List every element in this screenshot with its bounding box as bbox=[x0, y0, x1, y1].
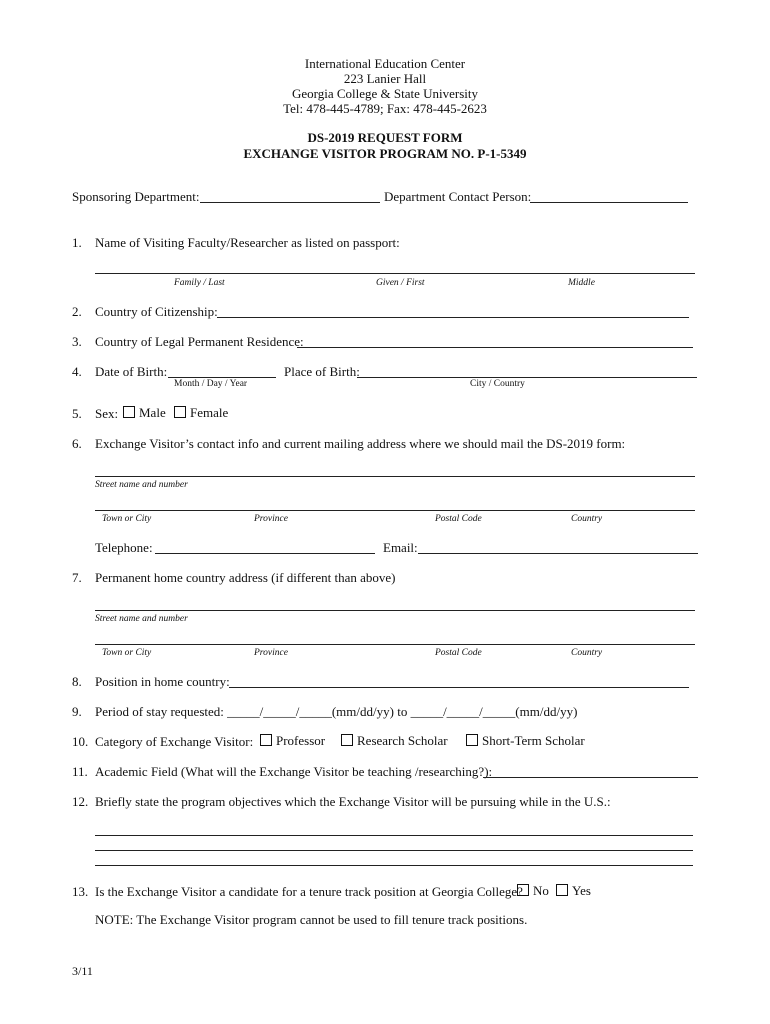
q7-caption-town: Town or City bbox=[102, 648, 152, 658]
professor-label: Professor bbox=[276, 733, 326, 748]
q6-telephone-field[interactable] bbox=[155, 553, 375, 554]
q4-number: 4. bbox=[72, 364, 82, 379]
q4-caption-date: Month / Day / Year bbox=[174, 379, 248, 389]
q12-label: Briefly state the program objectives which the Exchange Visitor will be pursuing while in the U.S.: bbox=[95, 794, 611, 809]
org-name: International Education Center bbox=[304, 56, 466, 71]
professor-checkbox[interactable] bbox=[260, 734, 272, 746]
sponsoring-department-field[interactable] bbox=[200, 202, 380, 203]
q3-number: 3. bbox=[72, 334, 82, 349]
q8-position-field[interactable] bbox=[229, 687, 689, 688]
male-label: Male bbox=[139, 405, 166, 420]
q6-caption-province: Province bbox=[254, 514, 288, 524]
q6-town-field[interactable] bbox=[95, 510, 695, 511]
q7-number: 7. bbox=[72, 570, 82, 585]
q7-street-field[interactable] bbox=[95, 610, 695, 611]
q4-label: Date of Birth: bbox=[95, 364, 168, 379]
no-checkbox[interactable] bbox=[517, 884, 529, 896]
q13-note: NOTE: The Exchange Visitor program cannot be used to fill tenure track positions. bbox=[95, 912, 528, 927]
q10-label: Category of Exchange Visitor: bbox=[95, 734, 254, 749]
q5-male-option[interactable] bbox=[123, 405, 166, 421]
q5-label: Sex: bbox=[95, 406, 119, 421]
q12-objectives-line-2[interactable] bbox=[95, 850, 693, 851]
q6-caption-street: Street name and number bbox=[95, 480, 188, 490]
q12-objectives-line-3[interactable] bbox=[95, 865, 693, 866]
q8-label: Position in home country: bbox=[95, 674, 230, 689]
q1-caption-given: Given / First bbox=[376, 278, 425, 288]
q6-caption-town: Town or City bbox=[102, 514, 152, 524]
q2-label: Country of Citizenship: bbox=[95, 304, 218, 319]
research-scholar-checkbox[interactable] bbox=[341, 734, 353, 746]
q5-female-option[interactable] bbox=[174, 405, 228, 421]
q1-label: Name of Visiting Faculty/Researcher as listed on passport: bbox=[95, 235, 400, 250]
q4-caption-place: City / Country bbox=[470, 379, 525, 389]
short-term-scholar-checkbox[interactable] bbox=[466, 734, 478, 746]
female-label: Female bbox=[190, 405, 229, 420]
short-term-scholar-label: Short-Term Scholar bbox=[482, 733, 585, 748]
program-title: EXCHANGE VISITOR PROGRAM NO. P-1-5349 bbox=[243, 146, 527, 161]
q8-number: 8. bbox=[72, 674, 82, 689]
q7-caption-country: Country bbox=[571, 648, 603, 658]
q2-number: 2. bbox=[72, 304, 82, 319]
department-contact-label: Department Contact Person: bbox=[384, 189, 532, 204]
q11-label: Academic Field (What will the Exchange Visitor be teaching /researching?): bbox=[95, 764, 493, 779]
q7-label: Permanent home country address (if different than above) bbox=[95, 570, 396, 585]
q6-label: Exchange Visitor’s contact info and current mailing address where we should mail the DS-2019 form: bbox=[95, 436, 626, 451]
q7-town-field[interactable] bbox=[95, 644, 695, 645]
q10-number: 10. bbox=[72, 734, 89, 749]
q6-caption-postal: Postal Code bbox=[435, 514, 482, 524]
q7-caption-street: Street name and number bbox=[95, 614, 188, 624]
department-contact-field[interactable] bbox=[530, 202, 688, 203]
q3-label: Country of Legal Permanent Residence: bbox=[95, 334, 304, 349]
form-version: 3/11 bbox=[72, 964, 93, 978]
yes-checkbox[interactable] bbox=[556, 884, 568, 896]
q1-number: 1. bbox=[72, 235, 82, 250]
q13-label: Is the Exchange Visitor a candidate for a tenure track position at Georgia College? bbox=[95, 884, 523, 899]
female-checkbox[interactable] bbox=[174, 406, 186, 418]
q11-number: 11. bbox=[72, 764, 88, 779]
q6-email-field[interactable] bbox=[418, 553, 698, 554]
q10-research-scholar-option[interactable] bbox=[341, 733, 448, 749]
q5-number: 5. bbox=[72, 406, 82, 421]
form-title: DS-2019 REQUEST FORM bbox=[307, 130, 463, 145]
q13-number: 13. bbox=[72, 884, 89, 899]
q6-email-label: Email: bbox=[383, 540, 418, 555]
q7-caption-province: Province bbox=[254, 648, 288, 658]
org-address: 223 Lanier Hall bbox=[343, 71, 427, 86]
q1-caption-last: Family / Last bbox=[174, 278, 225, 288]
no-label: No bbox=[533, 883, 549, 898]
q10-professor-option[interactable] bbox=[260, 733, 325, 749]
q3-residence-field[interactable] bbox=[297, 347, 693, 348]
q6-caption-country: Country bbox=[571, 514, 603, 524]
contact-info: Tel: 478-445-4789; Fax: 478-445-2623 bbox=[283, 101, 487, 116]
yes-label: Yes bbox=[572, 883, 591, 898]
university-name: Georgia College & State University bbox=[291, 86, 479, 101]
q6-street-field[interactable] bbox=[95, 476, 695, 477]
q4-place-label: Place of Birth: bbox=[284, 364, 360, 379]
q13-yes-option[interactable] bbox=[556, 883, 591, 899]
q10-short-term-scholar-option[interactable] bbox=[466, 733, 585, 749]
q12-objectives-line-1[interactable] bbox=[95, 835, 693, 836]
q6-telephone-label: Telephone: bbox=[95, 540, 153, 555]
q1-caption-middle: Middle bbox=[568, 278, 595, 288]
q12-number: 12. bbox=[72, 794, 89, 809]
q4-date-field[interactable] bbox=[168, 377, 276, 378]
q13-no-option[interactable] bbox=[517, 883, 549, 899]
research-scholar-label: Research Scholar bbox=[357, 733, 448, 748]
q7-caption-postal: Postal Code bbox=[435, 648, 482, 658]
q6-number: 6. bbox=[72, 436, 82, 451]
q2-citizenship-field[interactable] bbox=[217, 317, 689, 318]
q1-name-field[interactable] bbox=[95, 273, 695, 274]
q11-academic-field[interactable] bbox=[483, 777, 698, 778]
male-checkbox[interactable] bbox=[123, 406, 135, 418]
q4-place-field[interactable] bbox=[357, 377, 697, 378]
sponsoring-department-label: Sponsoring Department: bbox=[72, 189, 200, 204]
q9-number: 9. bbox=[72, 704, 82, 719]
q9-label[interactable]: Period of stay requested: _____/_____/_____(mm/dd/yy) to _____/_____/_____(mm/dd/yy) bbox=[95, 704, 578, 719]
